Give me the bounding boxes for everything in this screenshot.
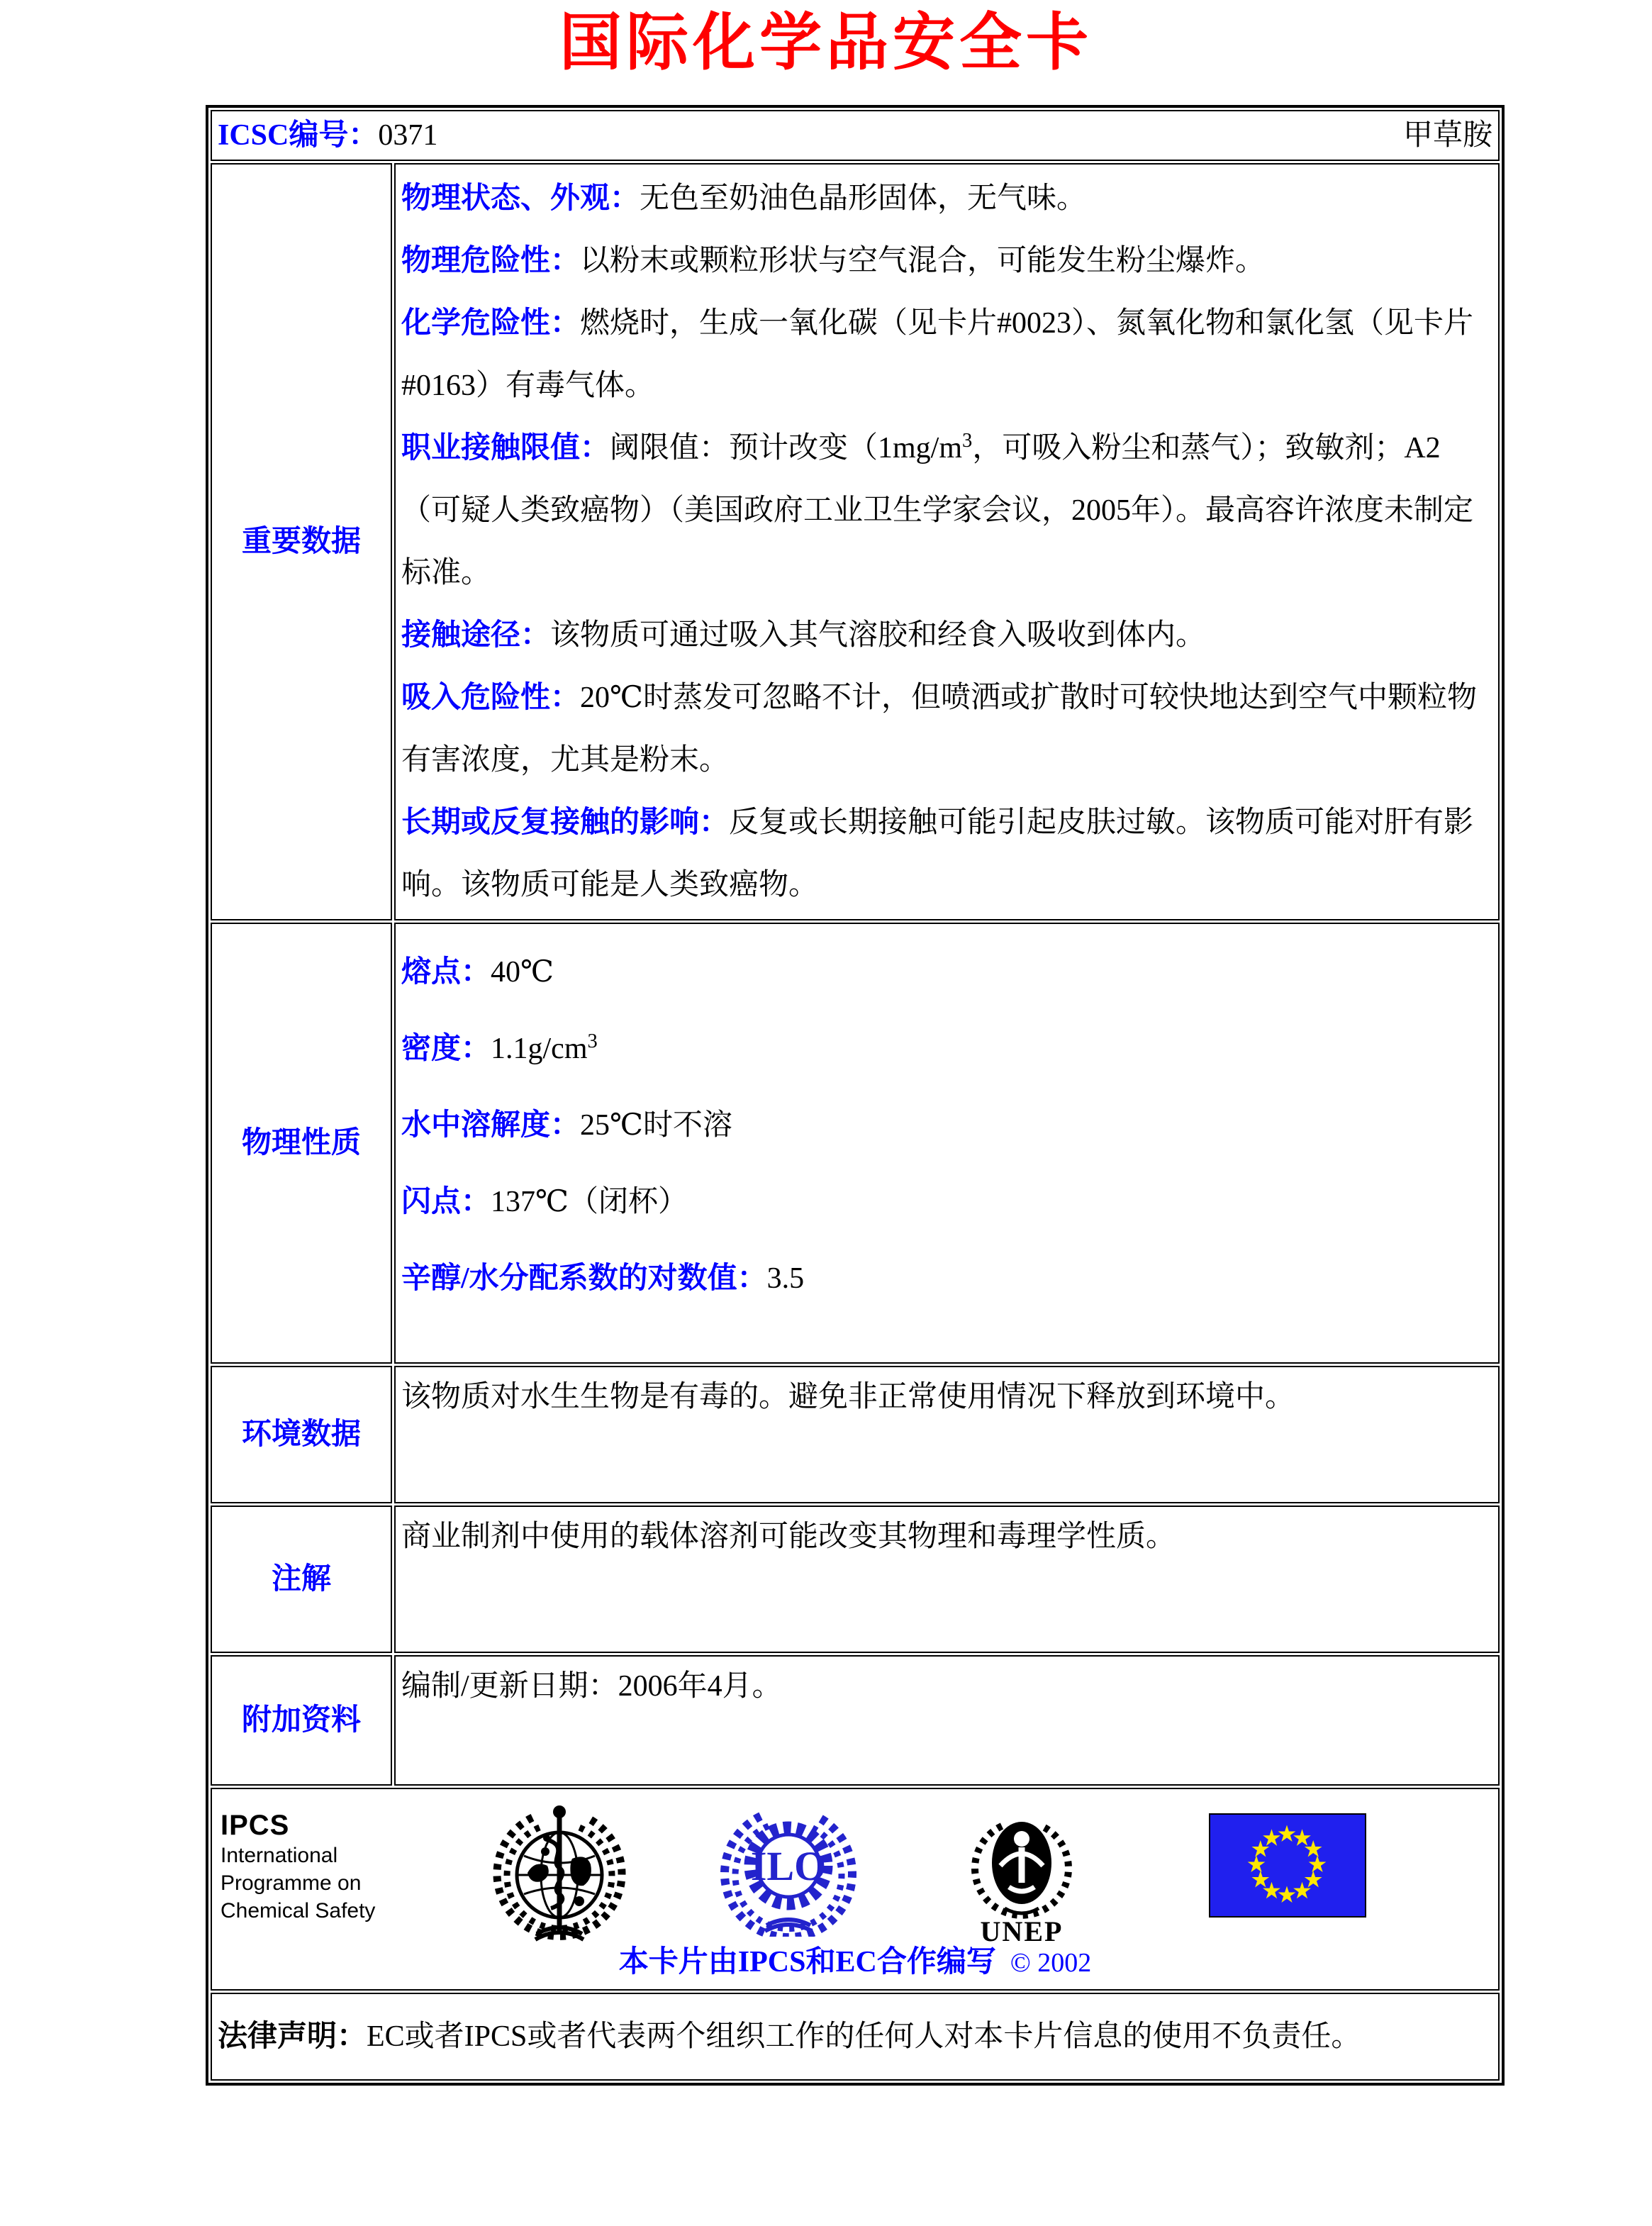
environment-row bbox=[211, 1366, 1500, 1503]
physical-item bbox=[401, 1087, 1492, 1164]
ipcs-line: International bbox=[221, 1844, 338, 1867]
icsc-number-value: 0371 bbox=[378, 118, 438, 152]
header-cell bbox=[211, 110, 1500, 161]
ipcs-block bbox=[221, 1801, 412, 1925]
svg-text:ILO: ILO bbox=[750, 1843, 827, 1889]
physical-properties-cell bbox=[394, 923, 1500, 1364]
legal-cell bbox=[211, 1993, 1500, 2081]
physical-item bbox=[401, 1240, 1492, 1317]
section-label-environment: 环境数据 bbox=[211, 1366, 392, 1503]
icsc-number-label: ICSC编号： bbox=[218, 118, 379, 152]
unep-label: UNEP bbox=[980, 1915, 1064, 1945]
card-caption bbox=[212, 1938, 1498, 1981]
legal-row bbox=[211, 1993, 1500, 2081]
item-text: 以粉末或颗粒形状与空气混合，可能发生粉尘爆炸。 bbox=[580, 245, 1266, 277]
unep-logo-icon bbox=[968, 1801, 1076, 1945]
item-superscript: 3 bbox=[962, 430, 973, 452]
important-item bbox=[401, 417, 1492, 604]
eu-flag-icon bbox=[1209, 1813, 1366, 1918]
physical-properties-row bbox=[211, 923, 1500, 1364]
important-item bbox=[401, 292, 1492, 417]
ipcs-line: Programme on bbox=[221, 1871, 362, 1895]
additional-row bbox=[211, 1655, 1500, 1786]
notes-text: 商业制剂中使用的载体溶剂可能改变其物理和毒理学性质。 bbox=[394, 1506, 1500, 1653]
item-superscript: 3 bbox=[587, 1030, 598, 1052]
item-text: 阈限值：预计改变（1mg/m bbox=[610, 432, 963, 464]
legal-text: EC或者IPCS或者代表两个组织工作的任何人对本卡片信息的使用不负责任。 bbox=[367, 2020, 1361, 2053]
ilo-logo-icon bbox=[714, 1801, 863, 1937]
physical-item bbox=[401, 1011, 1492, 1087]
item-label: 密度： bbox=[401, 1033, 491, 1065]
additional-text: 编制/更新日期：2006年4月。 bbox=[394, 1655, 1500, 1786]
item-text: ，可吸入粉尘和蒸气）；致敏剂；A2（可疑人类致癌物）（美国政府工业卫生学家会议，2005年）。最高容许浓度未制定标准。 bbox=[401, 432, 1474, 589]
item-value: 1.1g/cm bbox=[491, 1033, 588, 1065]
item-label: 物理状态、外观： bbox=[401, 182, 640, 215]
section-label-physical: 物理性质 bbox=[211, 923, 392, 1364]
logos-cell bbox=[211, 1788, 1500, 1991]
physical-item bbox=[401, 934, 1492, 1011]
important-item bbox=[401, 230, 1492, 292]
important-item bbox=[401, 791, 1492, 916]
item-value: 25℃时不溶 bbox=[580, 1109, 732, 1142]
item-label: 熔点： bbox=[401, 956, 491, 989]
important-data-cell bbox=[394, 163, 1500, 920]
header-row bbox=[211, 110, 1500, 161]
page-title: 国际化学品安全卡 bbox=[559, 5, 1093, 79]
ipcs-acronym: IPCS bbox=[221, 1810, 290, 1841]
important-item bbox=[401, 604, 1492, 667]
chemical-name: 甲草胺 bbox=[1402, 118, 1492, 152]
section-label-notes: 注解 bbox=[211, 1506, 392, 1653]
item-value: 137℃（闭杯） bbox=[491, 1186, 688, 1218]
item-value: 40℃ bbox=[491, 956, 554, 989]
who-logo-icon bbox=[489, 1801, 630, 1946]
important-item bbox=[401, 167, 1492, 230]
item-text: 该物质可通过吸入其气溶胶和经食入吸收到体内。 bbox=[550, 619, 1206, 652]
item-value: 3.5 bbox=[766, 1262, 805, 1295]
caption-text: 本卡片由IPCS和EC合作编写 bbox=[618, 1946, 996, 1979]
item-label: 长期或反复接触的影响： bbox=[401, 806, 730, 839]
item-text: 反复或长期接触可能引起皮肤过敏。该物质可能对肝有影响。该物质可能是人类致癌物。 bbox=[401, 806, 1474, 901]
logos-row bbox=[211, 1788, 1500, 1991]
notes-row bbox=[211, 1506, 1500, 1653]
section-label-additional: 附加资料 bbox=[211, 1655, 392, 1786]
section-label-important: 重要数据 bbox=[211, 163, 392, 920]
item-label: 闪点： bbox=[401, 1186, 491, 1218]
item-label: 化学危险性： bbox=[401, 307, 581, 340]
item-label: 辛醇/水分配系数的对数值： bbox=[401, 1262, 767, 1295]
physical-item bbox=[401, 1164, 1492, 1240]
item-text: 燃烧时，生成一氧化碳（见卡片#0023）、氮氧化物和氯化氢（见卡片#0163）有毒气体。 bbox=[401, 307, 1474, 402]
item-label: 接触途径： bbox=[401, 619, 551, 652]
copyright-text: © 2002 bbox=[1010, 1948, 1092, 1978]
item-label: 水中溶解度： bbox=[401, 1109, 581, 1142]
item-text: 20℃时蒸发可忽略不计，但喷洒或扩散时可较快地达到空气中颗粒物有害浓度，尤其是粉末。 bbox=[401, 681, 1478, 777]
item-label: 职业接触限值： bbox=[401, 432, 610, 464]
item-text: 无色至奶油色晶形固体，无气味。 bbox=[640, 182, 1087, 215]
environment-text: 该物质对水生生物是有毒的。避免非正常使用情况下释放到环境中。 bbox=[394, 1366, 1500, 1503]
important-item bbox=[401, 667, 1492, 791]
ipcs-line: Chemical Safety bbox=[221, 1899, 376, 1922]
important-data-row bbox=[211, 163, 1500, 920]
logo-strip bbox=[212, 1789, 1498, 1946]
item-label: 物理危险性： bbox=[401, 245, 581, 277]
icsc-card-table bbox=[206, 105, 1505, 2086]
item-label: 吸入危险性： bbox=[401, 681, 581, 714]
legal-label: 法律声明： bbox=[218, 2020, 367, 2053]
